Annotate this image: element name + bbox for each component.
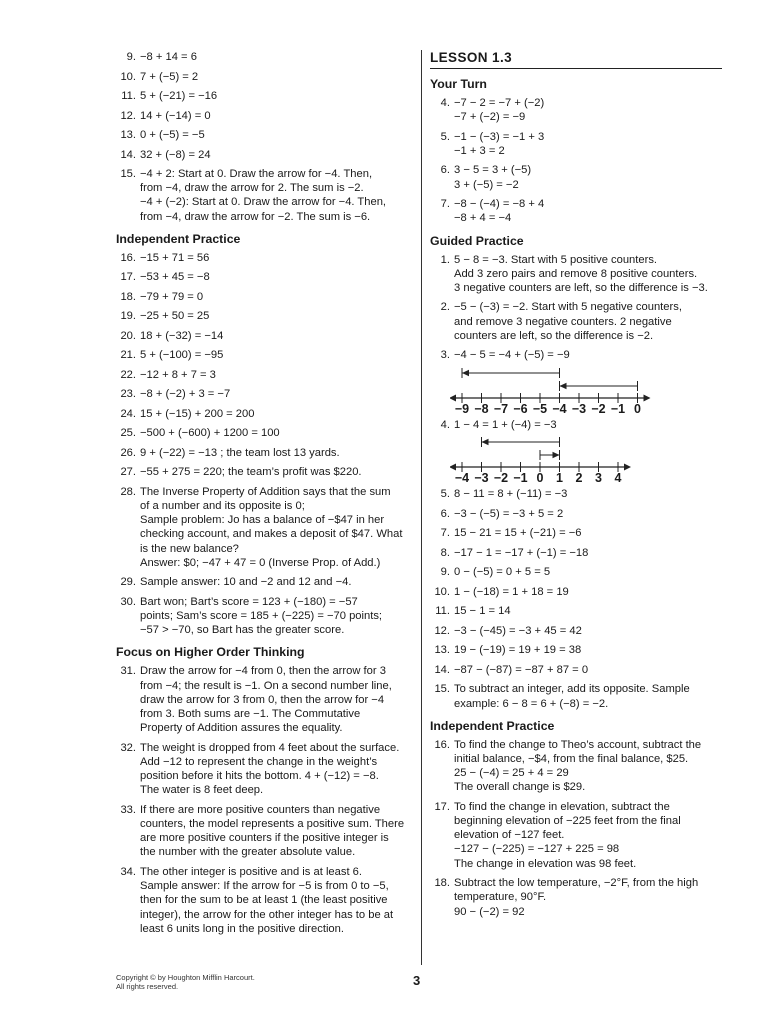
addend-arrowhead	[553, 452, 560, 458]
item-line: −127 − (−225) = −127 + 225 = 98	[454, 843, 620, 856]
item-line: Sample problem: Jo has a balance of −$47 in her	[140, 514, 385, 527]
right-column	[430, 50, 722, 924]
item-number: 33.	[120, 803, 136, 816]
item-line: least 6 units long in the positive direction.	[140, 922, 344, 935]
item-text	[140, 387, 416, 401]
item-number: 34.	[120, 865, 136, 878]
item-text	[454, 565, 722, 579]
axis-arrowhead-right	[644, 394, 651, 401]
item-line: −12 + 8 + 7 = 3	[140, 368, 216, 381]
answer-item	[116, 368, 416, 382]
item-number: 25.	[120, 427, 136, 440]
answer-item	[116, 70, 416, 84]
item-line: −79 + 79 = 0	[140, 290, 204, 303]
item-line: The Inverse Property of Addition says that the sum	[140, 485, 391, 498]
item-line: is the new balance?	[140, 542, 239, 555]
item-number: 8.	[440, 546, 450, 559]
answer-item	[430, 604, 722, 618]
item-number: 2.	[440, 301, 450, 314]
addend-arrowhead	[462, 370, 469, 376]
item-text	[454, 487, 722, 501]
item-number: 22.	[120, 368, 136, 381]
item-line: 15 − 21 = 15 + (−21) = −6	[454, 527, 582, 540]
item-line: The overall change is $29.	[454, 781, 586, 794]
item-text	[140, 167, 416, 224]
item-text	[140, 595, 416, 638]
answer-item	[116, 50, 416, 64]
item-line: −1 + 3 = 2	[454, 144, 505, 157]
item-text	[140, 50, 416, 64]
item-number: 24.	[120, 407, 136, 420]
left-items-b	[116, 251, 416, 638]
item-line: 15 + (−15) + 200 = 200	[140, 407, 255, 420]
heading-focus-higher-order: Focus on Higher Order Thinking	[116, 645, 305, 660]
item-line: 15 − 1 = 14	[454, 605, 511, 618]
item-number: 16.	[120, 251, 136, 264]
item-text	[454, 418, 722, 432]
answer-item	[116, 148, 416, 162]
answer-item	[430, 643, 722, 657]
answer-item	[116, 465, 416, 479]
item-line: 3 + (−5) = −2	[454, 178, 519, 191]
answer-item	[116, 865, 416, 936]
item-line: −57 > −70, so Bart has the greater score.	[140, 624, 345, 637]
copyright-notice	[116, 973, 255, 991]
item-line: 7 + (−5) = 2	[140, 70, 199, 83]
item-line: Draw the arrow for −4 from 0, then the arrow for 3	[140, 665, 386, 678]
item-line: temperature, 90°F.	[454, 891, 547, 904]
answer-item	[430, 507, 722, 521]
answer-item	[430, 348, 722, 362]
item-text	[454, 663, 722, 677]
tick-label: −4	[454, 471, 470, 484]
item-text	[454, 682, 722, 710]
answer-item	[116, 167, 416, 224]
number-line-problem-4	[450, 437, 700, 483]
tick-label: 3	[595, 471, 602, 484]
tick-label: −6	[513, 401, 528, 414]
addend-arrowhead	[482, 439, 489, 445]
item-number: 18.	[120, 290, 136, 303]
item-number: 4.	[440, 97, 450, 109]
item-line: 5 + (−21) = −16	[140, 90, 218, 102]
item-text	[140, 290, 416, 304]
axis-arrowhead-left	[450, 464, 456, 471]
answer-item	[430, 624, 722, 638]
axis-arrowhead-right	[624, 464, 631, 471]
item-line: Bart won; Bart’s score = 123 + (−180) = −57	[140, 595, 358, 608]
item-number: 5.	[440, 488, 450, 501]
answer-item	[116, 270, 416, 284]
copyright-line-1: Copyright © by Houghton Mifflin Harcourt.	[116, 973, 255, 982]
item-line: Property of Addition assures the equality.	[140, 722, 343, 735]
item-line: The water is 8 feet deep.	[140, 784, 264, 797]
right-items-d	[430, 738, 722, 919]
item-text	[140, 251, 416, 265]
answer-item	[116, 348, 416, 362]
item-line: −8 + 4 = −4	[454, 212, 512, 225]
item-line: −7 + (−2) = −9	[454, 111, 526, 124]
item-line: Subtract the low temperature, −2°F, from the high	[454, 877, 699, 890]
item-line: −8 + 14 = 6	[140, 51, 197, 63]
item-line: −3 − (−5) = −3 + 5 = 2	[454, 507, 564, 520]
item-line: −5 − (−3) = −2. Start with 5 negative counters,	[454, 301, 682, 314]
item-line: −500 + (−600) + 1200 = 100	[140, 427, 280, 440]
tick-label: 1	[556, 471, 563, 484]
item-number: 15.	[434, 683, 450, 696]
answer-item	[430, 663, 722, 677]
answer-item	[430, 546, 722, 560]
item-text	[454, 800, 722, 871]
answer-item	[116, 290, 416, 304]
item-number: 14.	[434, 663, 450, 676]
answer-item	[430, 253, 722, 296]
item-text	[454, 348, 722, 362]
item-number: 16.	[434, 738, 450, 751]
item-number: 21.	[120, 349, 136, 362]
item-line: 0 − (−5) = 0 + 5 = 5	[454, 566, 551, 579]
item-number: 1.	[440, 253, 450, 266]
item-line: counters are left, so the difference is −2.	[454, 329, 654, 342]
item-line: 1 − (−18) = 1 + 18 = 19	[454, 585, 569, 598]
item-text	[454, 585, 722, 599]
answer-item	[116, 803, 416, 860]
item-line: −1 − (−3) = −1 + 3	[454, 130, 545, 143]
item-text	[454, 624, 722, 638]
answer-item	[430, 682, 722, 710]
item-line: counters, the model represents a positive sum. There	[140, 818, 405, 831]
item-number: 30.	[120, 595, 136, 608]
item-line: −4 − 5 = −4 + (−5) = −9	[454, 349, 570, 362]
item-number: 14.	[120, 148, 136, 161]
item-text	[454, 526, 722, 540]
answer-item	[116, 89, 416, 103]
item-number: 7.	[440, 198, 450, 211]
item-number: 6.	[440, 164, 450, 177]
item-text	[140, 70, 416, 84]
answer-item	[430, 487, 722, 501]
item-line: Answer: $0; −47 + 47 = 0 (Inverse Prop. of Add.)	[140, 556, 381, 569]
right-items-b	[430, 253, 722, 363]
answer-item	[116, 485, 416, 570]
item-line: and remove 3 negative counters. 2 negative	[454, 315, 672, 328]
item-text	[140, 865, 416, 936]
item-line: then for the sum to be at least 1 (the least positive	[140, 894, 388, 907]
answer-item	[116, 446, 416, 460]
item-line: from −4, draw the arrow for −2. The sum is −6.	[140, 210, 371, 223]
page-number: 3	[413, 973, 421, 988]
lesson-title: LESSON 1.3	[430, 50, 722, 69]
item-text	[140, 446, 416, 460]
item-number: 4.	[440, 418, 450, 431]
tick-label: −8	[474, 401, 489, 414]
item-text	[140, 128, 416, 142]
item-number: 12.	[434, 624, 450, 637]
answer-item	[430, 197, 722, 225]
answer-item	[430, 96, 722, 124]
copyright-line-2: All rights reserved.	[116, 982, 179, 991]
item-line: integer), the arrow for the other integer has to be at	[140, 908, 394, 921]
item-text	[454, 643, 722, 657]
tick-label: −2	[493, 471, 509, 484]
item-number: 9.	[126, 51, 136, 63]
answer-item	[430, 163, 722, 191]
addend-arrowhead	[560, 383, 567, 389]
item-line: −17 − 1 = −17 + (−1) = −18	[454, 546, 589, 559]
item-text	[140, 741, 416, 798]
item-text	[140, 309, 416, 323]
item-line: To find the change in elevation, subtract the	[454, 800, 670, 813]
item-line: Sample answer: 10 and −2 and 12 and −4.	[140, 576, 352, 589]
item-number: 3.	[440, 349, 450, 362]
item-text	[454, 507, 722, 521]
item-line: 3 negative counters are left, so the difference is −3.	[454, 281, 708, 294]
item-text	[140, 89, 416, 103]
answer-item	[430, 300, 722, 343]
answer-item	[430, 800, 722, 871]
answer-item	[116, 407, 416, 421]
item-number: 32.	[120, 741, 136, 754]
item-line: −3 − (−45) = −3 + 45 = 42	[454, 624, 582, 637]
item-line: −8 + (−2) + 3 = −7	[140, 388, 231, 401]
item-number: 28.	[120, 485, 136, 498]
item-line: −7 − 2 = −7 + (−2)	[454, 97, 545, 109]
item-text	[140, 270, 416, 284]
item-line: If there are more positive counters than negative	[140, 803, 381, 816]
item-line: To find the change to Theo’s account, subtract the	[454, 738, 702, 751]
item-text	[140, 407, 416, 421]
heading-your-turn: Your Turn	[430, 77, 487, 91]
tick-label: 0	[634, 401, 641, 414]
heading-independent-practice-right: Independent Practice	[430, 718, 555, 733]
tick-label: −5	[532, 401, 548, 414]
answer-item	[116, 309, 416, 323]
tick-label: −3	[474, 471, 489, 484]
item-line: 9 + (−22) = −13 ; the team lost 13 yards.	[140, 446, 340, 459]
right-items-a	[430, 96, 722, 226]
item-line: −15 + 71 = 56	[140, 251, 210, 264]
item-line: initial balance, −$4, from the final balance, $25.	[454, 752, 689, 765]
item-line: 0 + (−5) = −5	[140, 129, 205, 141]
item-line: −8 − (−4) = −8 + 4	[454, 198, 545, 211]
item-line: 8 − 11 = 8 + (−11) = −3	[454, 488, 568, 501]
item-line: 90 − (−2) = 92	[454, 905, 525, 918]
answer-item	[116, 329, 416, 343]
answer-item	[116, 251, 416, 265]
right-items-c	[430, 487, 722, 710]
item-text	[140, 329, 416, 343]
item-text	[140, 348, 416, 362]
item-text	[140, 575, 416, 589]
tick-label: −4	[552, 401, 567, 414]
answer-item	[430, 876, 722, 919]
answer-item	[116, 595, 416, 638]
answer-item	[430, 585, 722, 599]
item-line: of a number and its opposite is 0;	[140, 500, 305, 513]
item-line: 18 + (−32) = −14	[140, 329, 224, 342]
tick-label: 0	[536, 471, 544, 484]
column-divider	[421, 50, 422, 965]
answer-item	[116, 109, 416, 123]
item-text	[454, 253, 722, 296]
item-line: To subtract an integer, add its opposite. Sample	[454, 683, 690, 696]
tick-label: −1	[513, 471, 528, 484]
item-text	[454, 546, 722, 560]
item-number: 11.	[121, 90, 136, 102]
item-text	[140, 109, 416, 123]
item-line: Sample answer: If the arrow for −5 is from 0 to −5,	[140, 880, 389, 893]
answer-item	[116, 575, 416, 589]
item-line: −25 + 50 = 25	[140, 310, 210, 323]
item-line: checking account, and makes a deposit of $47. What	[140, 528, 403, 541]
item-line: 5 + (−100) = −95	[140, 349, 224, 362]
item-line: −4 + (−2): Start at 0. Draw the arrow for −4. Then,	[140, 196, 387, 209]
item-text	[454, 738, 722, 795]
item-number: 20.	[120, 329, 136, 342]
item-text	[140, 465, 416, 479]
item-line: position before it hits the bottom. 4 + (−12) = −8.	[140, 770, 379, 783]
item-text	[454, 163, 722, 191]
left-items-a	[116, 50, 416, 224]
heading-independent-practice-left: Independent Practice	[116, 231, 241, 246]
item-line: −4 + 2: Start at 0. Draw the arrow for −4. Then,	[140, 168, 373, 180]
item-line: from −4, draw the arrow for 2. The sum is −2.	[140, 182, 364, 195]
item-text	[454, 197, 722, 225]
item-line: from 3. Both sums are −1. The Commutative	[140, 708, 361, 721]
answer-item	[116, 664, 416, 735]
item-text	[454, 604, 722, 618]
item-number: 13.	[120, 129, 136, 141]
item-text	[140, 368, 416, 382]
left-items-c	[116, 664, 416, 936]
item-line: 1 − 4 = 1 + (−4) = −3	[454, 418, 557, 431]
axis-arrowhead-left	[450, 394, 456, 401]
tick-label: −7	[493, 401, 509, 414]
answer-item	[116, 741, 416, 798]
item-number: 11.	[435, 605, 450, 618]
left-column	[116, 50, 416, 941]
item-number: 27.	[120, 466, 136, 479]
item-number: 31.	[120, 665, 136, 678]
item-line: 14 + (−14) = 0	[140, 109, 211, 122]
item-line: The weight is dropped from 4 feet about the surface.	[140, 741, 400, 754]
right-item-4	[430, 418, 722, 432]
item-line: 5 − 8 = −3. Start with 5 positive counters.	[454, 253, 658, 266]
item-line: the number with the greater absolute value.	[140, 846, 356, 859]
item-text	[140, 664, 416, 735]
item-number: 17.	[434, 800, 450, 813]
item-text	[140, 148, 416, 162]
item-line: 19 − (−19) = 19 + 19 = 38	[454, 644, 582, 657]
answer-item	[430, 565, 722, 579]
item-line: elevation of −127 feet.	[454, 829, 565, 842]
item-number: 9.	[440, 566, 450, 579]
item-text	[454, 96, 722, 124]
answer-item	[116, 426, 416, 440]
item-line: Add −12 to represent the change in the weight’s	[140, 755, 378, 768]
item-line: 32 + (−8) = 24	[140, 148, 211, 161]
tick-label: 2	[575, 471, 583, 484]
item-text	[454, 300, 722, 343]
item-text	[454, 876, 722, 919]
item-line: beginning elevation of −225 feet from the final	[454, 815, 681, 828]
item-number: 19.	[120, 310, 136, 323]
item-line: −87 − (−87) = −87 + 87 = 0	[454, 663, 589, 676]
item-text	[140, 485, 416, 570]
item-line: 25 − (−4) = 25 + 4 = 29	[454, 767, 569, 780]
item-line: points; Sam’s score = 185 + (−225) = −70 points;	[140, 610, 383, 623]
tick-label: 4	[614, 471, 622, 484]
item-number: 7.	[440, 527, 450, 540]
answer-item	[116, 387, 416, 401]
item-line: from −4; the result is −1. On a second number line,	[140, 679, 392, 692]
item-line: The change in elevation was 98 feet.	[454, 857, 637, 870]
item-number: 29.	[120, 576, 136, 589]
item-number: 18.	[434, 877, 450, 890]
answer-item	[430, 418, 722, 432]
answer-item	[430, 130, 722, 158]
answer-item	[116, 128, 416, 142]
item-number: 10.	[120, 70, 136, 83]
item-line: 3 − 5 = 3 + (−5)	[454, 164, 532, 177]
item-line: Add 3 zero pairs and remove 8 positive counters.	[454, 267, 698, 280]
tick-label: −9	[454, 401, 470, 414]
item-number: 5.	[440, 130, 450, 143]
item-number: 26.	[120, 446, 136, 459]
item-line: example: 6 − 8 = 6 + (−8) = −2.	[454, 697, 609, 710]
item-number: 13.	[434, 644, 450, 657]
item-line: −53 + 45 = −8	[140, 271, 210, 284]
item-text	[140, 803, 416, 860]
item-number: 23.	[120, 388, 136, 401]
item-number: 10.	[434, 585, 450, 598]
heading-guided-practice: Guided Practice	[430, 233, 524, 248]
item-text	[140, 426, 416, 440]
item-line: −55 + 275 = 220; the team’s profit was $220.	[140, 466, 362, 479]
item-number: 17.	[120, 271, 136, 284]
item-line: draw the arrow for 3 from 0, then the arrow for −4	[140, 693, 385, 706]
tick-label: −2	[591, 401, 606, 414]
item-text	[454, 130, 722, 158]
item-number: 15.	[120, 168, 136, 180]
item-number: 12.	[120, 109, 136, 122]
number-line-problem-3	[450, 368, 700, 414]
item-number: 6.	[440, 507, 450, 520]
tick-label: −1	[610, 401, 626, 414]
answer-item	[430, 526, 722, 540]
answer-item	[430, 738, 722, 795]
item-line: are more positive counters if the positive integer is	[140, 832, 389, 845]
tick-label: −3	[571, 401, 587, 414]
item-line: The other integer is positive and is at least 6.	[140, 865, 363, 878]
